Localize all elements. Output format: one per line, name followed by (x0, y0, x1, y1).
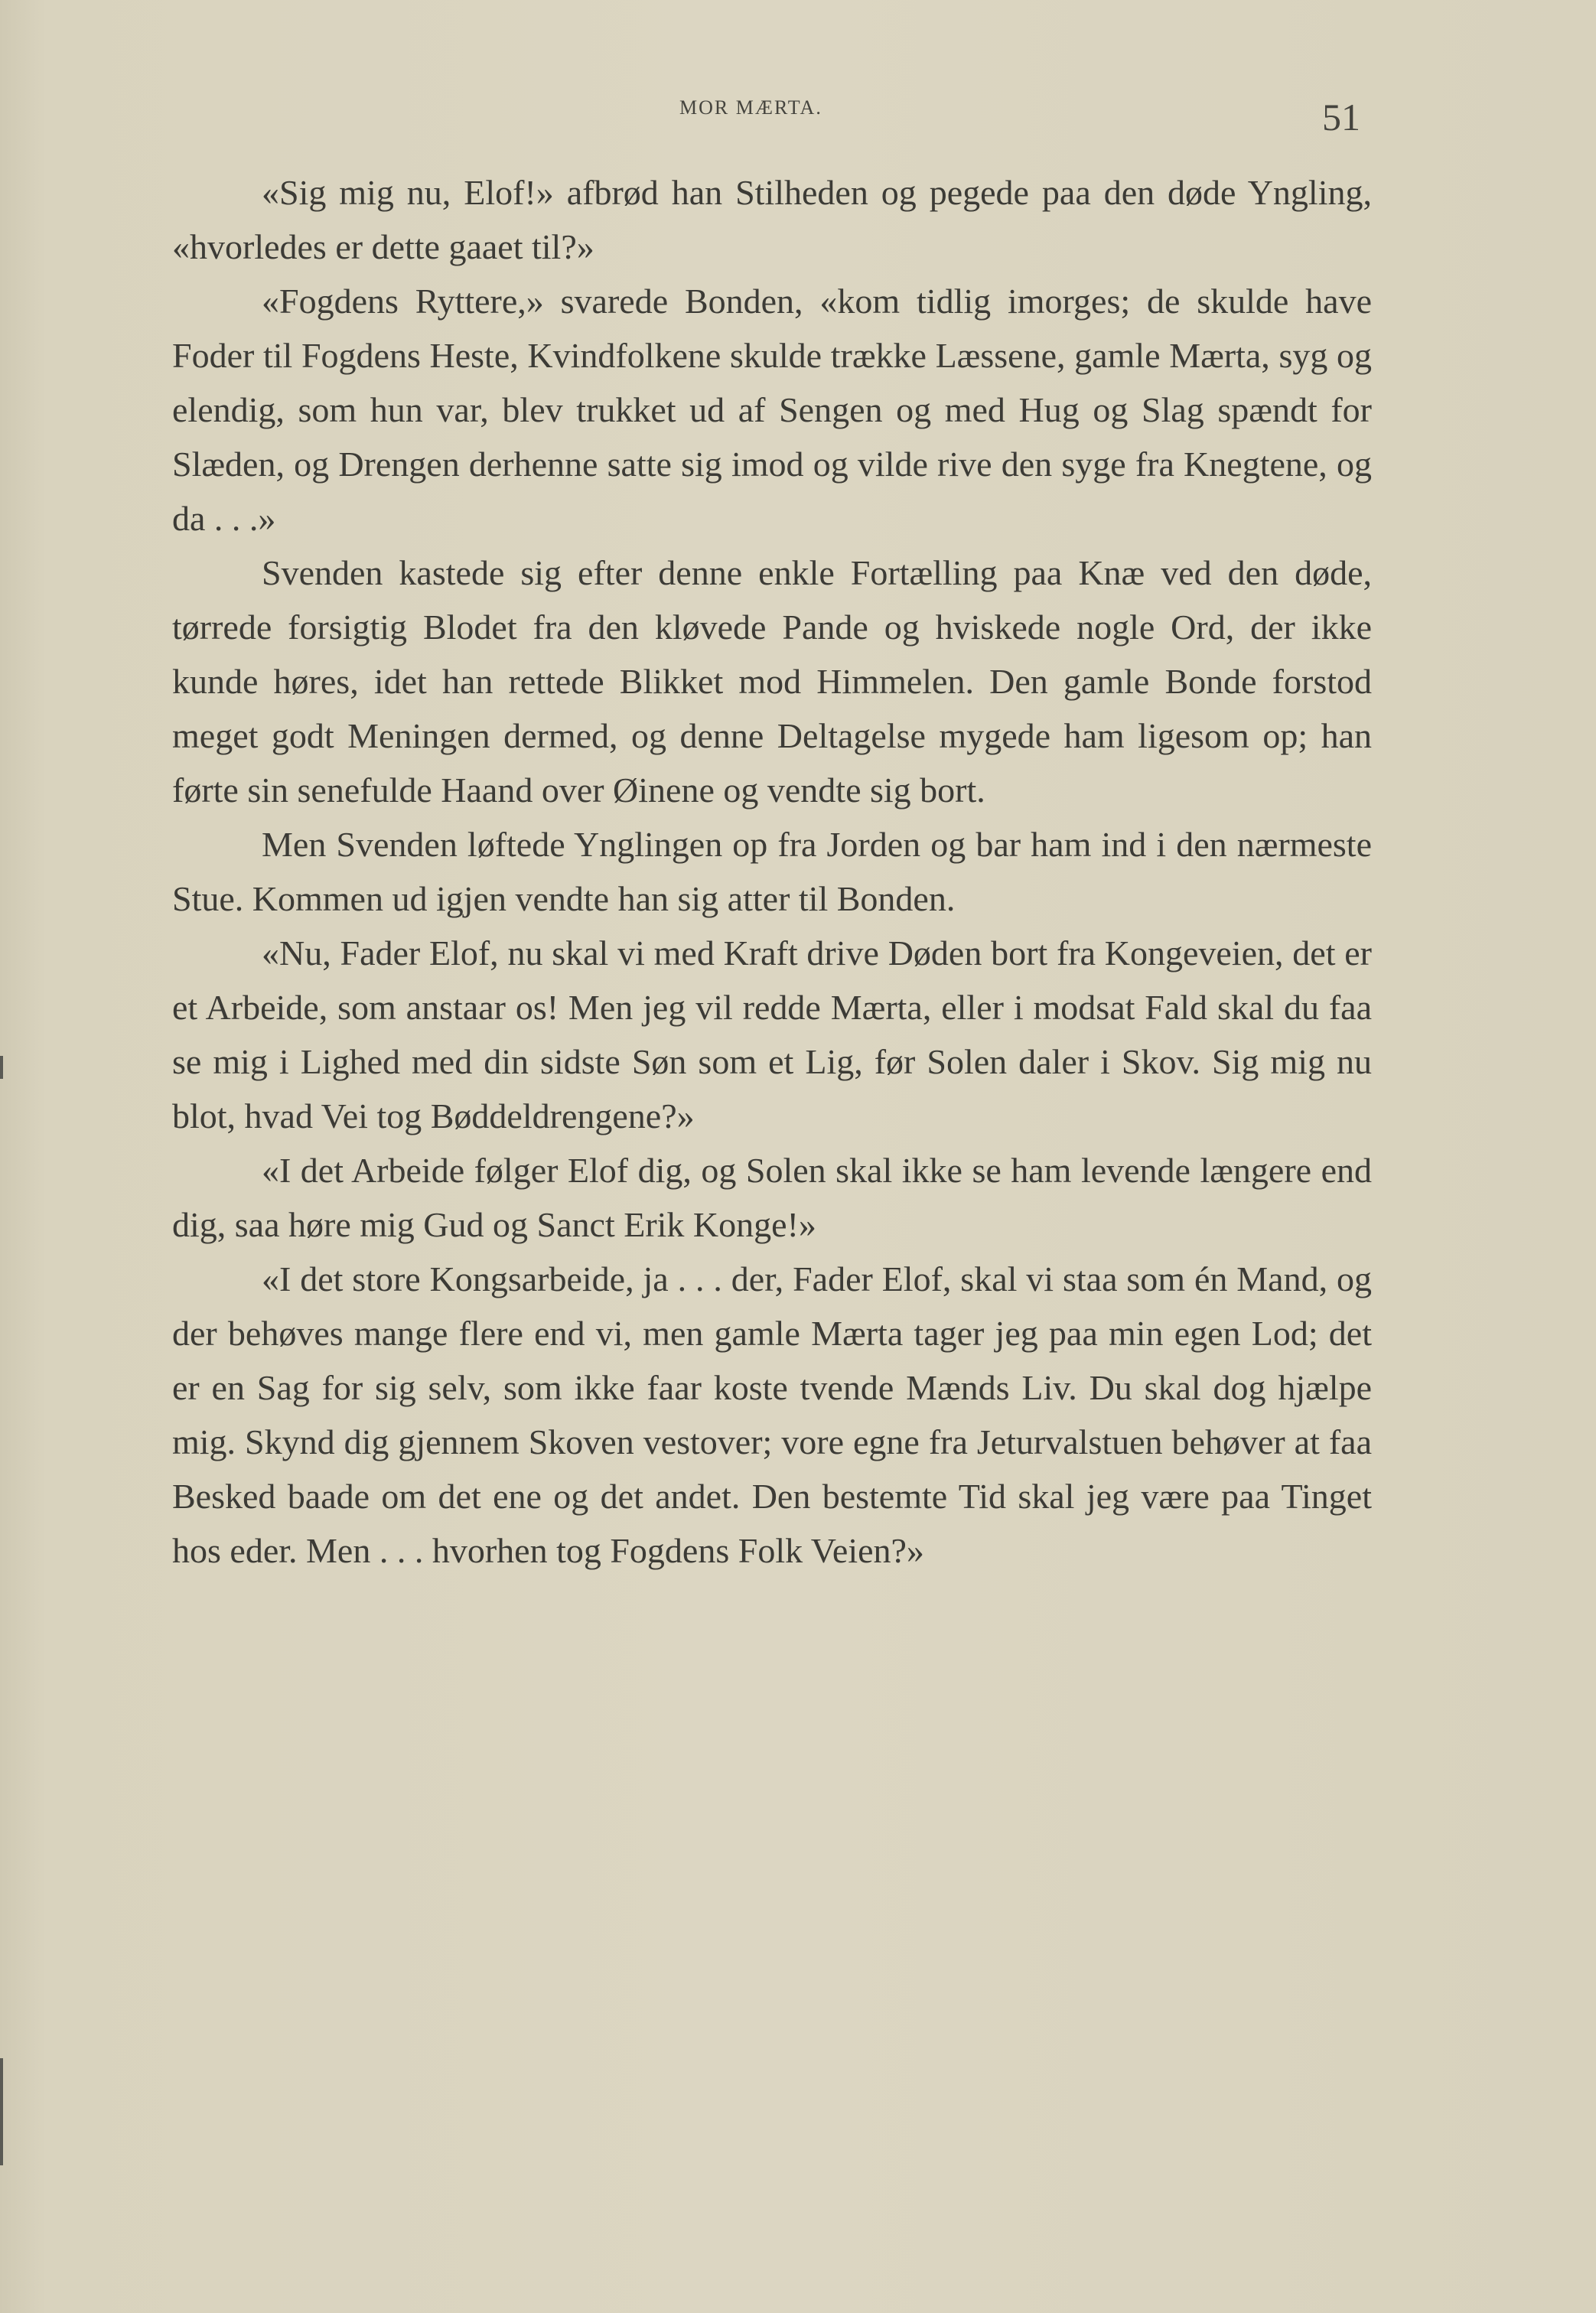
paragraph: «Nu, Fader Elof, nu skal vi med Kraft drive Døden bort fra Kongeveien, det er et Arbeide, som anstaar os! Men jeg vil redde Mærta, eller i modsat Fald skal du faa se mig i Lighed med din sidste Søn som et Lig, før Solen daler i Skov. Sig mig nu blot, hvad Vei tog Bøddeldrengene?» (172, 933, 1372, 1135)
body-text (172, 165, 1372, 1578)
page-edge-mark (0, 1056, 3, 1079)
running-title: MOR MÆRTA. (679, 96, 822, 119)
paragraph: Men Svenden løftede Ynglingen op fra Jorden og bar ham ind i den nærmeste Stue. Kommen ud igjen vendte han sig atter til Bonden. (172, 825, 1372, 918)
paragraph: «Sig mig nu, Elof!» afbrød han Stilheden og pegede paa den døde Yngling, «hvorledes er dette gaaet til?» (172, 173, 1372, 266)
page-number: 51 (1322, 96, 1360, 138)
paragraph: «I det store Kongsarbeide, ja . . . der, Fader Elof, skal vi staa som én Mand, og der behøves mange flere end vi, men gamle Mærta tager jeg paa min egen Lod; det er en Sag for sig selv, som ikke faar koste tvende Mænds Liv. Du skal dog hjælpe mig. Skynd dig gjennem Skoven vestover; vore egne fra Jeturvalstuen behøver at faa Besked baade om det ene og det andet. Den bestemte Tid skal jeg være paa Tinget hos eder. Men . . . hvorhen tog Fogdens Folk Veien?» (172, 1259, 1372, 1570)
paragraph: Svenden kastede sig efter denne enkle Fortælling paa Knæ ved den døde, tørrede forsigtig Blodet fra den kløvede Pande og hviskede nogle Ord, der ikke kunde høres, idet han rettede Blikket mod Himmelen. Den gamle Bonde forstod meget godt Meningen dermed, og denne Deltagelse mygede ham ligesom op; han førte sin senefulde Haand over Øinene og vendte sig bort. (172, 553, 1372, 810)
paragraph: «I det Arbeide følger Elof dig, og Solen skal ikke se ham levende længere end dig, saa høre mig Gud og Sanct Erik Konge!» (172, 1151, 1372, 1244)
paragraph: «Fogdens Ryttere,» svarede Bonden, «kom tidlig imorges; de skulde have Foder til Fogdens Heste, Kvindfolkene skulde trække Læssene, gamle Mærta, syg og elendig, som hun var, blev trukket ud af Sengen og med Hug og Slag spændt for Slæden, og Drengen derhenne satte sig imod og vilde rive den syge fra Knegtene, og da . . .» (172, 282, 1372, 538)
page-edge-mark (0, 2058, 3, 2165)
